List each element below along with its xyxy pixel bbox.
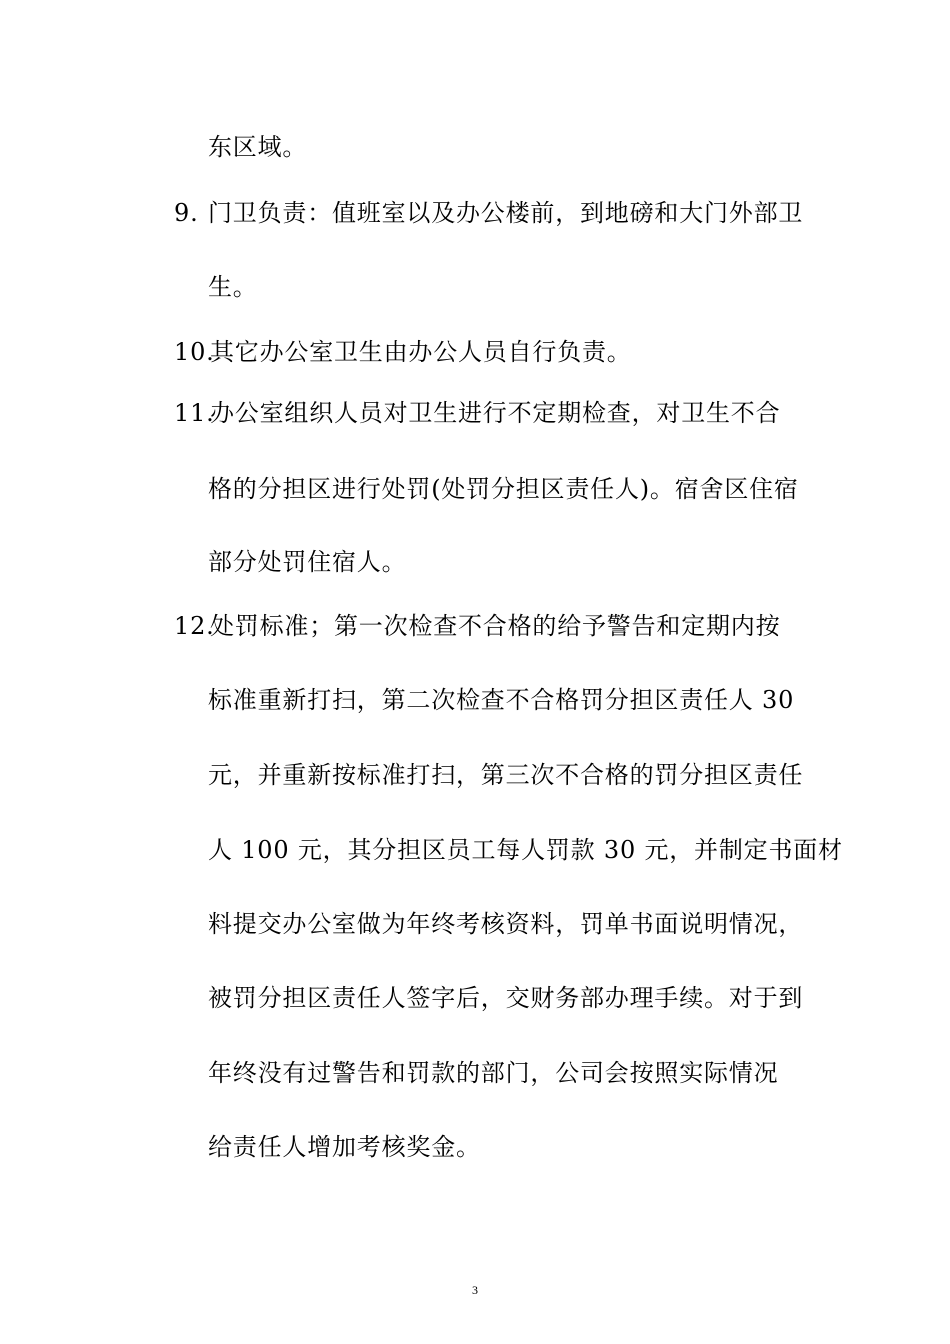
text-line-continuation xyxy=(208,474,799,504)
line-text: 东区域。 xyxy=(208,133,308,161)
list-item-11 xyxy=(174,398,780,428)
text-line-continuation xyxy=(208,760,803,790)
list-item-10 xyxy=(174,337,632,367)
line-text: 被罚分担区责任人签字后，交财务部办理手续。对于到 xyxy=(208,984,804,1012)
line-text: 办公室组织人员对卫生进行不定期检查，对卫生不合 xyxy=(210,399,781,427)
text-line-continuation xyxy=(208,983,803,1013)
text-line-continuation xyxy=(208,132,307,162)
line-text: 标准重新打扫，第二次检查不合格罚分担区责任人 30 xyxy=(208,686,795,714)
list-item-number: 12. xyxy=(174,612,215,640)
line-text: 生。 xyxy=(208,273,258,301)
text-line-continuation xyxy=(208,685,794,715)
list-item-number: 9. xyxy=(174,199,199,227)
list-item-9 xyxy=(174,198,803,228)
line-text: 处罚标准；第一次检查不合格的给予警告和定期内按 xyxy=(210,612,781,640)
line-text: 部分处罚住宿人。 xyxy=(208,548,407,576)
list-item-12 xyxy=(174,611,780,641)
list-item-number: 10. xyxy=(174,338,215,366)
list-item-number: 11. xyxy=(174,399,215,427)
line-text: 人 100 元，其分担区员工每人罚款 30 元，并制定书面材 xyxy=(208,836,843,864)
line-text: 其它办公室卫生由办公人员自行负责。 xyxy=(210,338,632,366)
text-line-continuation xyxy=(208,547,406,577)
text-line-continuation xyxy=(208,835,843,865)
line-text: 年终没有过警告和罚款的部门，公司会按照实际情况 xyxy=(208,1059,779,1087)
text-line-continuation xyxy=(208,909,803,939)
line-text: 元，并重新按标准打扫，第三次不合格的罚分担区责任 xyxy=(208,761,804,789)
text-line-continuation xyxy=(208,272,258,302)
page-number: 3 xyxy=(472,1283,478,1297)
line-text: 给责任人增加考核奖金。 xyxy=(208,1133,481,1161)
text-line-continuation xyxy=(208,1058,778,1088)
text-line-continuation xyxy=(208,1132,481,1162)
line-text: 门卫负责：值班室以及办公楼前，到地磅和大门外部卫 xyxy=(208,199,804,227)
line-text: 料提交办公室做为年终考核资料，罚单书面说明情况， xyxy=(208,910,804,938)
line-text: 格的分担区进行处罚(处罚分担区责任人)。宿舍区住宿 xyxy=(208,475,799,503)
